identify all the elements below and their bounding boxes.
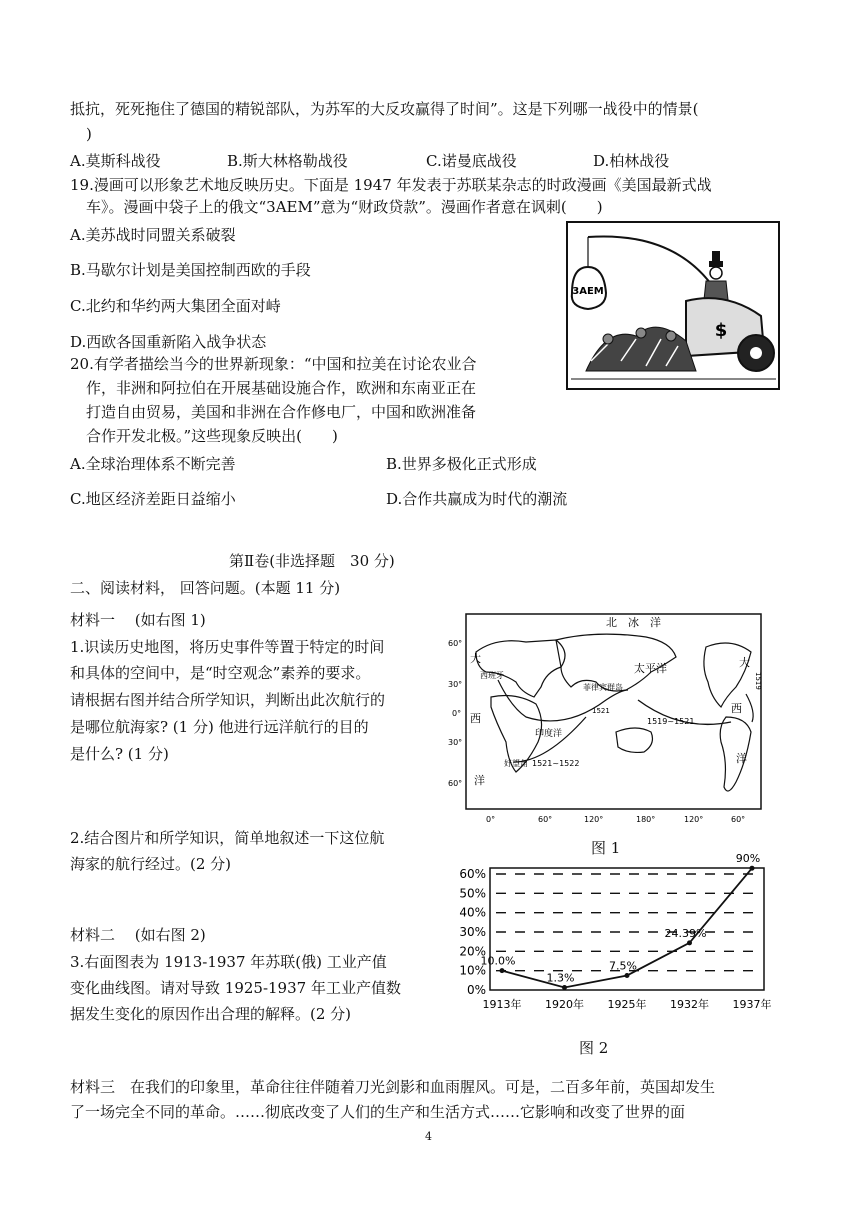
q20-stem-line1: 20.有学者描绘当今的世界新现象：“中国和拉美在讨论农业合 (70, 355, 477, 373)
q18-option-d: D.柏林战役 (593, 152, 670, 170)
soviet-cartoon (566, 221, 780, 390)
q19-option-b: B.马歇尔计划是美国控制西欧的手段 (70, 261, 311, 279)
x-tick-label: 1937年 (732, 998, 772, 1011)
y-tick-label: 0% (466, 983, 486, 997)
y-tick-label: 60% (459, 867, 486, 881)
q20-stem-line4: 合作开发北极。”这些现象反映出( ) (86, 427, 338, 445)
lon-tick: 120° (584, 815, 604, 824)
data-point (687, 940, 692, 945)
q20-option-d: D.合作共赢成为时代的潮流 (386, 490, 568, 508)
q20-option-c: C.地区经济差距日益缩小 (70, 490, 236, 508)
x-tick-label: 1913年 (482, 998, 522, 1011)
industrial-output-chart (452, 852, 772, 1022)
q18-option-a: A.莫斯科战役 (70, 152, 161, 170)
label-atlantic-right-1: 大 (739, 656, 750, 669)
label-1521: 1521 (592, 707, 610, 715)
data-point (625, 973, 630, 978)
label-atlantic-right-3: 洋 (736, 752, 747, 765)
lon-tick: 120° (684, 815, 704, 824)
lat-tick: 0° (452, 709, 462, 718)
lat-tick: 30° (448, 738, 463, 747)
part2-title: 第Ⅱ卷(非选择题 30 分) (229, 552, 395, 570)
x-tick-label: 1920年 (545, 998, 584, 1011)
x-tick-label: 1932年 (670, 998, 709, 1011)
q18-option-b: B.斯大林格勒战役 (227, 152, 348, 170)
data-point (500, 968, 505, 973)
q1-line3: 请根据右图并结合所学知识，判断出此次航行的 (70, 691, 386, 709)
y-tick-label: 10% (459, 963, 486, 978)
q19-option-d: D.西欧各国重新陷入战争状态 (70, 333, 267, 351)
q20-stem-line3: 打造自由贸易，美国和非洲在合作修电厂，中国和欧洲准备 (86, 403, 477, 421)
data-label: 7.5% (609, 959, 637, 973)
y-tick-label: 30% (459, 925, 486, 939)
label-atlantic-right-2: 西 (731, 702, 742, 715)
label-philippines: 菲律宾群岛 (583, 683, 623, 692)
data-point (562, 985, 567, 990)
lat-tick: 60° (448, 639, 463, 648)
label-cape: 好望角 (504, 759, 528, 768)
lon-tick: 0° (486, 815, 496, 824)
q20-option-b: B.世界多极化正式形成 (386, 455, 537, 473)
label-indian-ocean: 印度洋 (535, 729, 563, 739)
q18-stem-line2: ) (86, 125, 92, 143)
label-spain: 西班牙 (480, 671, 504, 680)
label-pacific: 太平洋 (634, 662, 667, 675)
lat-tick: 30° (448, 680, 463, 689)
voyage-map (446, 612, 776, 832)
label-1519: 1519 (754, 672, 762, 690)
y-tick-label: 50% (459, 886, 486, 901)
data-label: 1.3% (546, 971, 575, 985)
cartoon-dollar-sign: $ (714, 320, 728, 341)
label-atlantic-left-2: 西 (470, 712, 481, 725)
label-atlantic-left-1: 大 (470, 652, 481, 665)
q20-stem-line2: 作，非洲和阿拉伯在开展基础设施合作，欧洲和东南亚正在 (86, 379, 477, 397)
material3-line1: 材料三 在我们的印象里，革命往往伴随着刀光剑影和血雨腥风。可是，二百多年前，英国却发生 (70, 1078, 716, 1096)
q1-line1: 1.识读历史地图，将历史事件等置于特定的时间 (70, 638, 385, 656)
q20-option-a: A.全球治理体系不断完善 (70, 455, 236, 473)
q1-line4: 是哪位航海家? (1 分) 他进行远洋航行的目的 (70, 718, 369, 736)
q19-option-c: C.北约和华约两大集团全面对峙 (70, 297, 281, 315)
q2-line2: 海家的航行经过。(2 分) (70, 855, 232, 873)
lat-tick: 60° (448, 779, 463, 788)
data-label: 10.0% (480, 954, 516, 968)
page-number: 4 (425, 1130, 432, 1143)
figure2-caption: 图 2 (579, 1039, 609, 1057)
q18-stem-line1: 抵抗，死死拖住了德国的精锐部队，为苏军的大反攻赢得了时间”。这是下列哪一战役中的情景( (70, 100, 699, 118)
y-tick-label: 40% (459, 905, 486, 920)
data-point (750, 866, 755, 871)
label-1521-1522: 1521~1522 (532, 759, 580, 768)
material3-line2: 了一场完全不同的革命。……彻底改变了人们的生产和生活方式……它影响和改变了世界的面 (70, 1103, 686, 1121)
section-heading: 二、阅读材料， 回答问题。(本题 11 分) (70, 579, 341, 597)
y-tick-label: 20% (459, 944, 486, 959)
q3-line3: 据发生变化的原因作出合理的解释。(2 分) (70, 1005, 352, 1023)
lon-tick: 60° (538, 815, 553, 824)
q3-line2: 变化曲线图。请对导致 1925-1937 年工业产值数 (70, 979, 401, 997)
q19-stem-line2: 车》。漫画中袋子上的俄文“3AEM”意为“财政贷款”。漫画作者意在讽刺( ) (86, 198, 603, 216)
q19-stem-line1: 19.漫画可以形象艺术地反映历史。下面是 1947 年发表于苏联某杂志的时政漫画《美国最新式战 (70, 176, 712, 194)
material1-label: 材料一 (如右图 1) (70, 611, 206, 629)
figure1-caption: 图 1 (591, 839, 621, 857)
x-tick-label: 1925年 (607, 998, 647, 1011)
data-label: 24.39% (664, 926, 707, 940)
q19-option-a: A.美苏战时同盟关系破裂 (70, 226, 236, 244)
label-atlantic-left-3: 洋 (474, 774, 485, 787)
lon-tick: 60° (731, 815, 746, 824)
lon-tick: 180° (636, 815, 656, 824)
q1-line2: 和具体的空间中，是“时空观念”素养的要求。 (70, 664, 371, 682)
q1-line5: 是什么? (1 分) (70, 745, 169, 763)
material2-label: 材料二 (如右图 2) (70, 926, 206, 944)
label-arctic-ocean: 北 冰 洋 (606, 616, 661, 629)
label-1519-1521: 1519~1521 (647, 717, 695, 726)
cartoon-bag-label: 3AEM (572, 286, 604, 297)
data-label: 90% (735, 852, 761, 866)
q2-line1: 2.结合图片和所学知识，简单地叙述一下这位航 (70, 829, 385, 847)
q18-option-c: C.诺曼底战役 (426, 152, 517, 170)
q3-line1: 3.右面图表为 1913-1937 年苏联(俄) 工业产值 (70, 953, 387, 971)
